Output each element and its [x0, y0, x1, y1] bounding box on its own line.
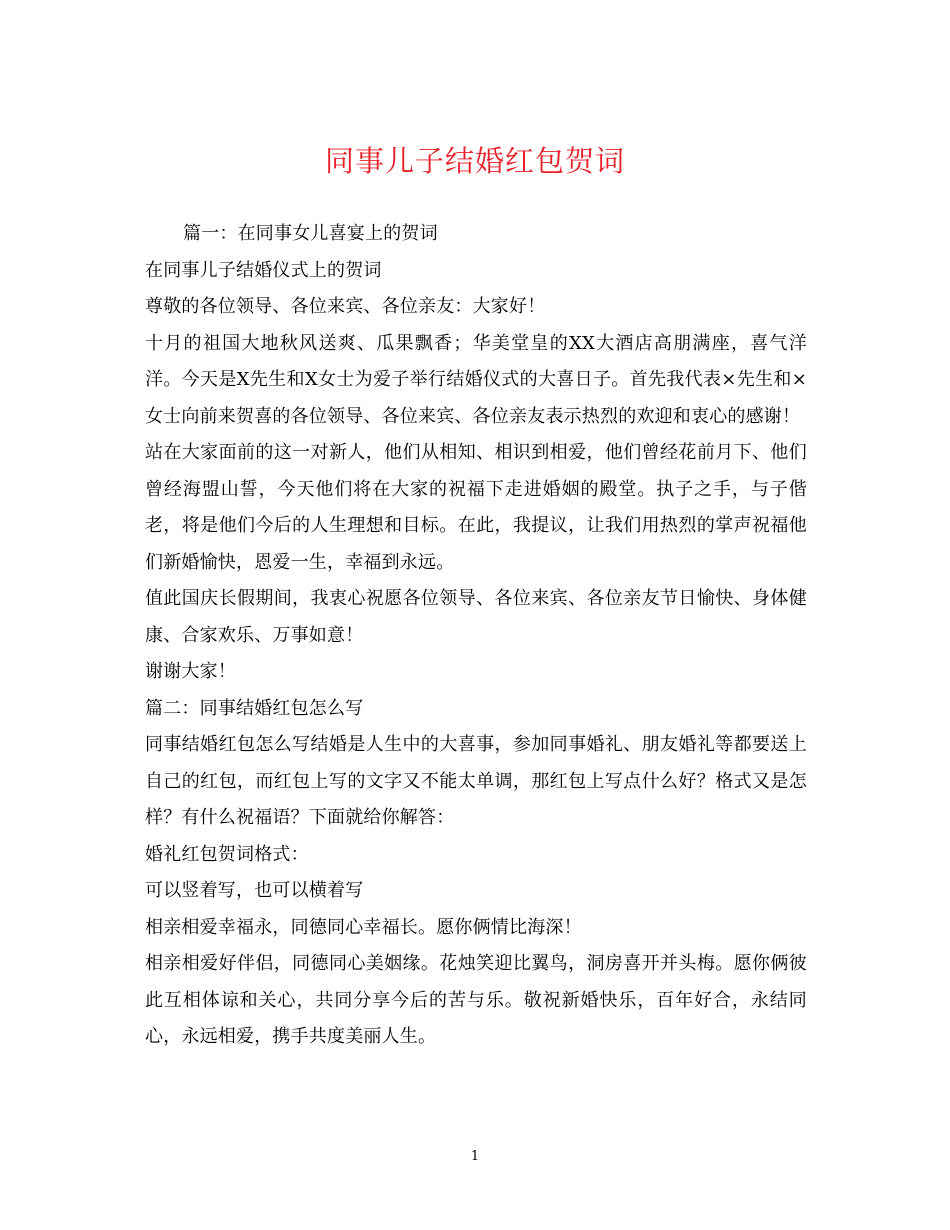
paragraph-couple: 站在大家面前的这一对新人，他们从相知、相识到相爱，他们曾经花前月下、他们曾经海盟山誓，今天他们将在大家的祝福下走进婚姻的殿堂。执子之手，与子偕老，将是他们今后的人生理想和目标。在此，我提议，让我们用热烈的掌声祝福他们新婚愉快，恩爱一生，幸福到永远。	[145, 442, 807, 573]
paragraph-intro: 同事结婚红包怎么写结婚是人生中的大喜事，参加同事婚礼、朋友婚礼等都要送上自己的红包，而红包上写的文字又不能太单调，那红包上写点什么好？格式又是怎样？有什么祝福语？下面就给你解答：	[145, 734, 807, 828]
paragraph-section-two-heading: 篇二：同事结婚红包怎么写	[145, 697, 364, 719]
paragraph-opening: 十月的祖国大地秋风送爽、瓜果飘香；华美堂皇的XX大酒店高朋满座，喜气洋洋。今天是X先生和X女士为爱子举行结婚仪式的大喜日子。首先我代表×先生和×女士向前来贺喜的各位领导、各位来宾、各位亲友表示热烈的欢迎和衷心的感谢！	[145, 332, 807, 427]
document-title: 同事儿子结婚红包贺词	[324, 144, 625, 178]
document-body	[145, 216, 807, 1056]
paragraph-greeting: 尊敬的各位领导、各位来宾、各位亲友：大家好！	[145, 296, 546, 317]
paragraph-blessing-one: 相亲相爱幸福永，同德同心幸福长。愿你俩情比海深！	[145, 916, 582, 938]
paragraph-section-one-heading: 篇一：在同事女儿喜宴上的贺词	[183, 223, 438, 244]
paragraph-format-heading: 婚礼红包贺词格式：	[145, 843, 309, 865]
paragraph-subtitle: 在同事儿子结婚仪式上的贺词	[145, 259, 382, 281]
paragraph-blessing-two: 相亲相爱好伴侣，同德同心美姻缘。花烛笑迎比翼鸟，洞房喜开并头梅。愿你俩彼此互相体谅和关心，共同分享今后的苦与乐。敬祝新婚快乐，百年好合，永结同心，永远相爱，携手共度美丽人生。	[145, 953, 807, 1047]
paragraph-format-note: 可以竖着写，也可以横着写	[145, 880, 364, 901]
paragraph-thanks: 谢谢大家！	[145, 661, 236, 682]
page-number: 1	[470, 1149, 480, 1164]
paragraph-wishes: 值此国庆长假期间，我衷心祝愿各位领导、各位来宾、各位亲友节日愉快、身体健康、合家欢乐、万事如意！	[145, 588, 807, 646]
